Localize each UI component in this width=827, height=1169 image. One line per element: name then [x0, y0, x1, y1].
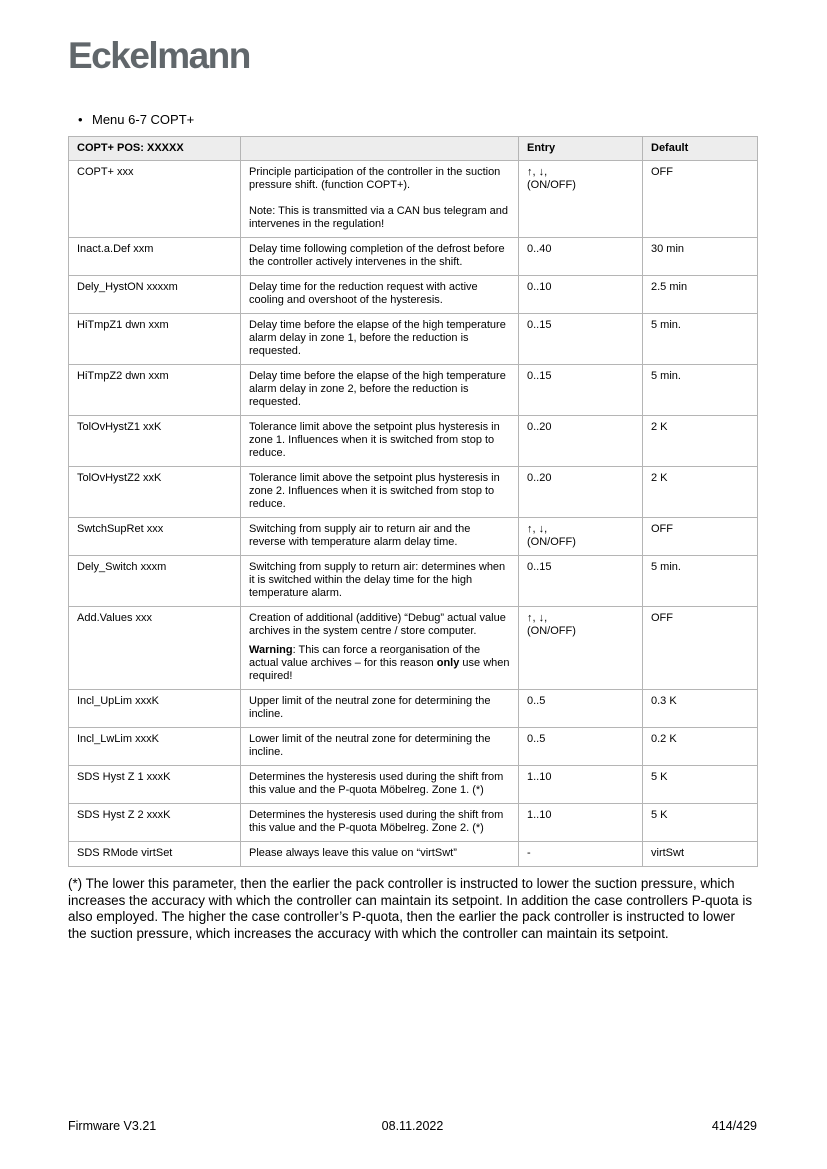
default-cell: 2.5 min	[643, 276, 758, 314]
table-row	[69, 365, 758, 416]
param-cell: Inact.a.Def xxm	[69, 238, 241, 276]
param-cell: SDS Hyst Z 1 xxxK	[69, 766, 241, 804]
description-cell: Determines the hysteresis used during the shift from this value and the P-quota Möbelreg. Zone 2. (*)	[241, 804, 519, 842]
param-cell: SDS Hyst Z 2 xxxK	[69, 804, 241, 842]
description-cell: Switching from supply to return air: determines when it is switched within the delay time for the high temperature alarm.	[241, 556, 519, 607]
param-cell: SDS RMode virtSet	[69, 842, 241, 867]
param-cell: Add.Values xxx	[69, 607, 241, 690]
bullet-icon: •	[78, 112, 83, 127]
entry-cell: ↑, ↓, (ON/OFF)	[519, 607, 643, 690]
footer-page-number: 414/429	[711, 1119, 757, 1133]
description-cell: Please always leave this value on “virtSwt”	[241, 842, 519, 867]
description-cell: Delay time before the elapse of the high temperature alarm delay in zone 1, before the reduction is requested.	[241, 314, 519, 365]
table-row	[69, 467, 758, 518]
param-cell: SwtchSupRet xxx	[69, 518, 241, 556]
header-entry: Entry	[519, 137, 643, 161]
description-cell: Creation of additional (additive) “Debug” actual value archives in the system centre / store computer. Warning: This can force a reorganisation of the actual value archives – for this reason only use when required!	[241, 607, 519, 690]
table-row	[69, 728, 758, 766]
param-cell: Incl_LwLim xxxK	[69, 728, 241, 766]
default-cell: OFF	[643, 518, 758, 556]
warning-text: Warning: This can force a reorganisation of the actual value archives – for this reason only use when required!	[249, 644, 510, 682]
default-cell: 30 min	[643, 238, 758, 276]
param-cell: COPT+ xxx	[69, 161, 241, 238]
table-row	[69, 161, 758, 238]
table-row	[69, 518, 758, 556]
entry-cell: 0..20	[519, 467, 643, 518]
table-row	[69, 690, 758, 728]
footnote-paragraph: (*) The lower this parameter, then the earlier the pack controller is instructed to lower the suction pressure, which increases the accuracy with which the controller can maintain its setpoint. In addition the case controllers P-quota is also employed. The higher the case controller’s P-quota, then the earlier the pack controller is instructed to lower the suction pressure, which increases the accuracy with which the controller can maintain its setpoint.	[68, 876, 753, 941]
entry-cell: -	[519, 842, 643, 867]
header-default: Default	[643, 137, 758, 161]
entry-cell: 0..5	[519, 728, 643, 766]
table-row	[69, 842, 758, 867]
default-cell: 5 K	[643, 766, 758, 804]
default-cell: virtSwt	[643, 842, 758, 867]
default-cell: 5 min.	[643, 556, 758, 607]
footer-firmware-version: Firmware V3.21	[68, 1119, 157, 1133]
header-copt-pos: COPT+ POS: XXXXX	[69, 137, 241, 161]
param-cell: TolOvHystZ1 xxK	[69, 416, 241, 467]
param-cell: HiTmpZ2 dwn xxm	[69, 365, 241, 416]
header-description	[241, 137, 519, 161]
param-cell: Dely_HystON xxxxm	[69, 276, 241, 314]
entry-cell: ↑, ↓, (ON/OFF)	[519, 518, 643, 556]
entry-cell: ↑, ↓, (ON/OFF)	[519, 161, 643, 238]
page-content	[68, 0, 757, 942]
description-cell: Principle participation of the controller in the suction pressure shift. (function COPT+). Note: This is transmitted via a CAN bus telegram and intervenes in the regulation!	[241, 161, 519, 238]
copt-parameters-table	[68, 136, 758, 867]
entry-cell: 0..15	[519, 314, 643, 365]
table-row	[69, 416, 758, 467]
description-cell: Tolerance limit above the setpoint plus hysteresis in zone 1. Influences when it is switched from stop to reduce.	[241, 416, 519, 467]
param-cell: Incl_UpLim xxxK	[69, 690, 241, 728]
description-cell: Lower limit of the neutral zone for determining the incline.	[241, 728, 519, 766]
table-row	[69, 276, 758, 314]
param-cell: TolOvHystZ2 xxK	[69, 467, 241, 518]
table-row	[69, 556, 758, 607]
eckelmann-logo: Eckelmann	[68, 35, 250, 76]
description-cell: Switching from supply air to return air and the reverse with temperature alarm delay time.	[241, 518, 519, 556]
default-cell: OFF	[643, 161, 758, 238]
table-row	[69, 766, 758, 804]
default-cell: 0.2 K	[643, 728, 758, 766]
entry-cell: 0..10	[519, 276, 643, 314]
footer-date: 08.11.2022	[381, 1119, 444, 1133]
table-row	[69, 238, 758, 276]
param-cell: HiTmpZ1 dwn xxm	[69, 314, 241, 365]
entry-cell: 0..5	[519, 690, 643, 728]
description-cell: Delay time before the elapse of the high temperature alarm delay in zone 2, before the reduction is requested.	[241, 365, 519, 416]
default-cell: 5 min.	[643, 314, 758, 365]
entry-cell: 0..20	[519, 416, 643, 467]
entry-cell: 1..10	[519, 766, 643, 804]
description-cell: Determines the hysteresis used during the shift from this value and the P-quota Möbelreg. Zone 1. (*)	[241, 766, 519, 804]
description-cell: Delay time for the reduction request with active cooling and overshoot of the hysteresis.	[241, 276, 519, 314]
menu-item-label: Menu 6-7 COPT+	[92, 112, 195, 127]
default-cell: 2 K	[643, 416, 758, 467]
default-cell: 2 K	[643, 467, 758, 518]
entry-cell: 0..40	[519, 238, 643, 276]
default-cell: 5 min.	[643, 365, 758, 416]
description-cell: Delay time following completion of the defrost before the controller actively intervenes in the shift.	[241, 238, 519, 276]
table-header-row	[69, 137, 758, 161]
param-cell: Dely_Switch xxxm	[69, 556, 241, 607]
entry-cell: 0..15	[519, 365, 643, 416]
default-cell: 0.3 K	[643, 690, 758, 728]
default-cell: OFF	[643, 607, 758, 690]
table-row	[69, 804, 758, 842]
description-cell: Tolerance limit above the setpoint plus hysteresis in zone 2. Influences when it is switched from stop to reduce.	[241, 467, 519, 518]
table-row	[69, 314, 758, 365]
table-row	[69, 607, 758, 690]
entry-cell: 1..10	[519, 804, 643, 842]
entry-cell: 0..15	[519, 556, 643, 607]
default-cell: 5 K	[643, 804, 758, 842]
menu-bullet-item	[78, 111, 757, 128]
description-cell: Upper limit of the neutral zone for determining the incline.	[241, 690, 519, 728]
